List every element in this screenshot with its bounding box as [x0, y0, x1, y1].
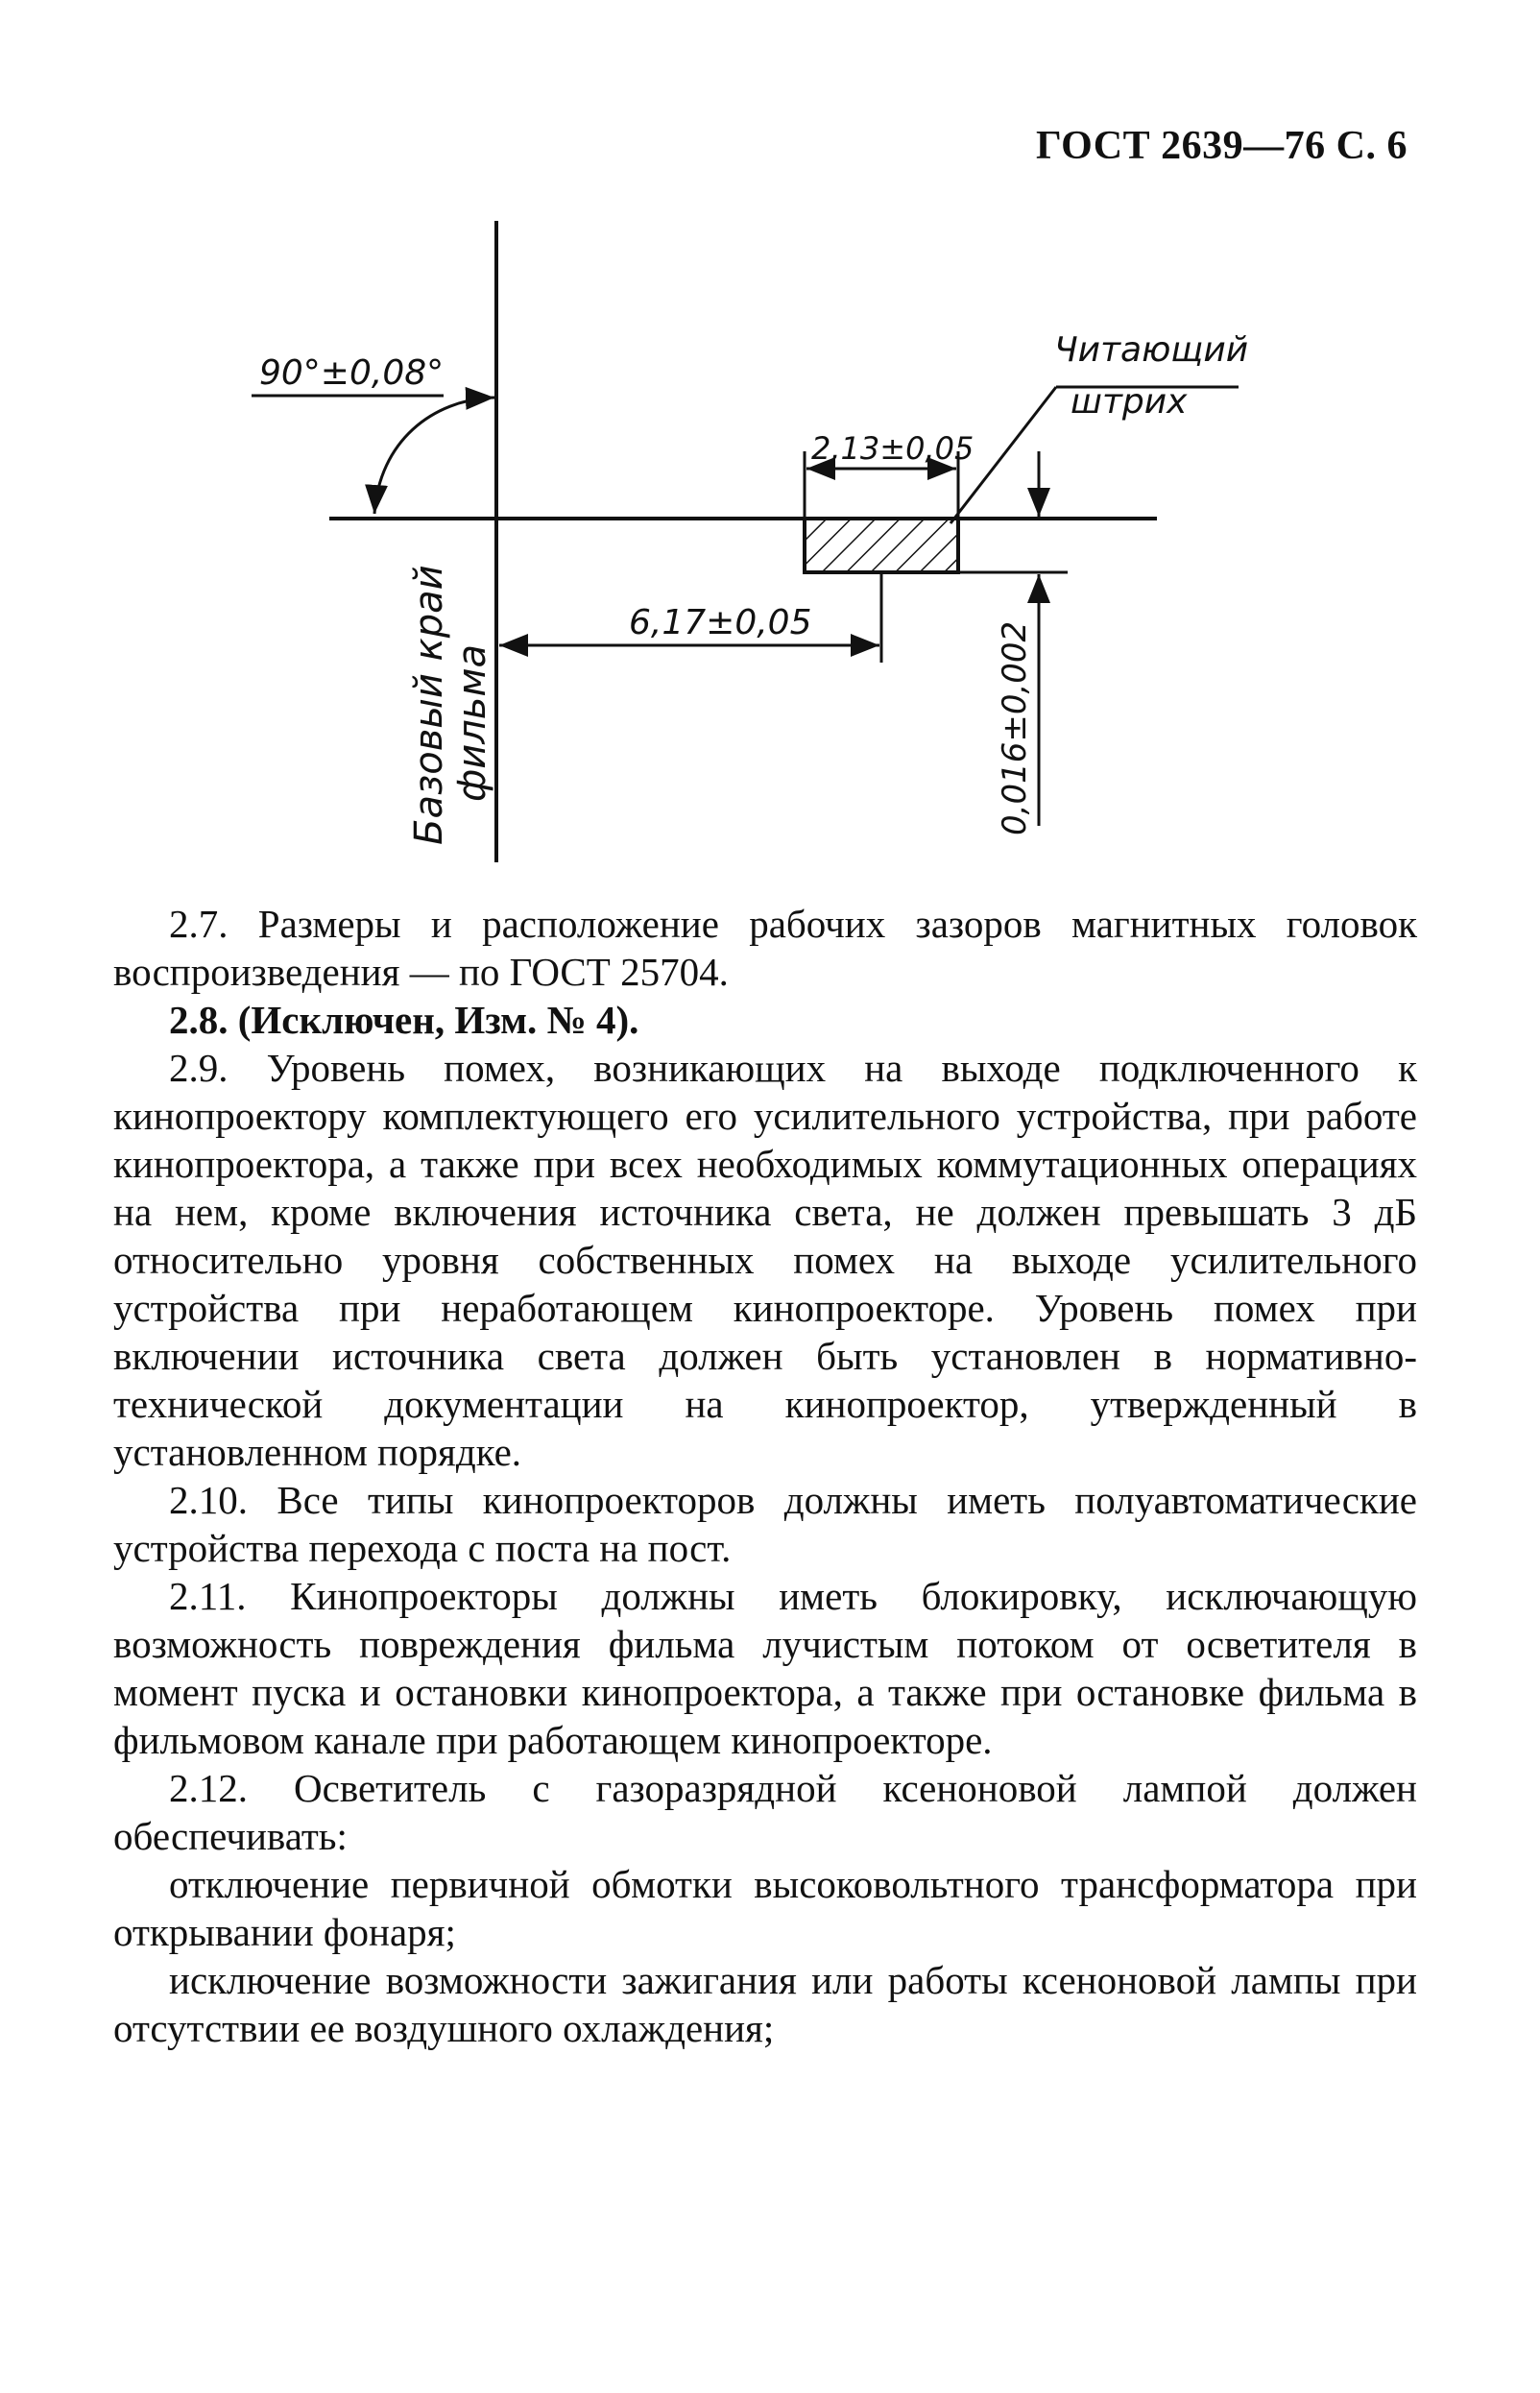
- document-body: [113, 900, 1417, 2052]
- base-edge-label-2: фильма: [450, 643, 494, 802]
- technical-drawing: [0, 0, 1540, 883]
- clause-2-9: 2.9. Уровень помех, возникающих на выходе подключенного к кинопроектору комплектующего его усилительного устройства, при работе кинопроектора, а также при всех необходимых коммутационных операциях на нем, кроме включения источника света, не должен превышать 3 дБ относительно уровня собственных помех на выходе усилительного устройства при неработающем кинопроекторе. Уровень помех при включении источника света должен быть установлен в нормативно-технической документации на кинопроектор, утвержденный в установленном порядке.: [113, 1046, 1417, 1474]
- clause-2-12: 2.12. Осветитель с газоразрядной ксеноновой лампой должен обеспечивать:: [113, 1766, 1417, 1858]
- angle-label: 90°±0,08°: [259, 353, 445, 393]
- page-header: ГОСТ 2639—76 С. 6: [1035, 124, 1408, 168]
- reading-stroke-rect: [805, 519, 958, 572]
- width-label: 2,13±0,05: [811, 430, 975, 467]
- reading-stroke-label-2: штрих: [1071, 382, 1188, 422]
- list-item: исключение возможности зажигания или работы ксеноновой лампы при отсутствии ее воздушного охлаждения;: [113, 1958, 1417, 2050]
- clause-2-7: 2.7. Размеры и расположение рабочих зазоров магнитных головок воспроизведения — по ГОСТ 25704.: [113, 902, 1417, 994]
- clause-2-11: 2.11. Кинопроекторы должны иметь блокировку, исключающую возможность повреждения фильма лучистым потоком от осветителя в момент пуска и остановки кинопроектора, а также при остановке фильма в фильмовом канале при работающем кинопроекторе.: [113, 1574, 1417, 1762]
- reading-stroke-label-1: Читающий: [1054, 330, 1249, 370]
- angle-arc: [374, 398, 494, 514]
- base-edge-label-1: Базовый край: [407, 565, 451, 845]
- clause-2-8: 2.8. (Исключен, Изм. № 4).: [169, 998, 639, 1042]
- height-label: 0,016±0,002: [996, 620, 1034, 835]
- list-item: отключение первичной обмотки высоковольтного трансформатора при открывании фонаря;: [113, 1862, 1417, 1954]
- distance-label: 6,17±0,05: [629, 603, 812, 642]
- clause-2-10: 2.10. Все типы кинопроекторов должны иметь полуавтоматические устройства перехода с поста на пост.: [113, 1478, 1417, 1570]
